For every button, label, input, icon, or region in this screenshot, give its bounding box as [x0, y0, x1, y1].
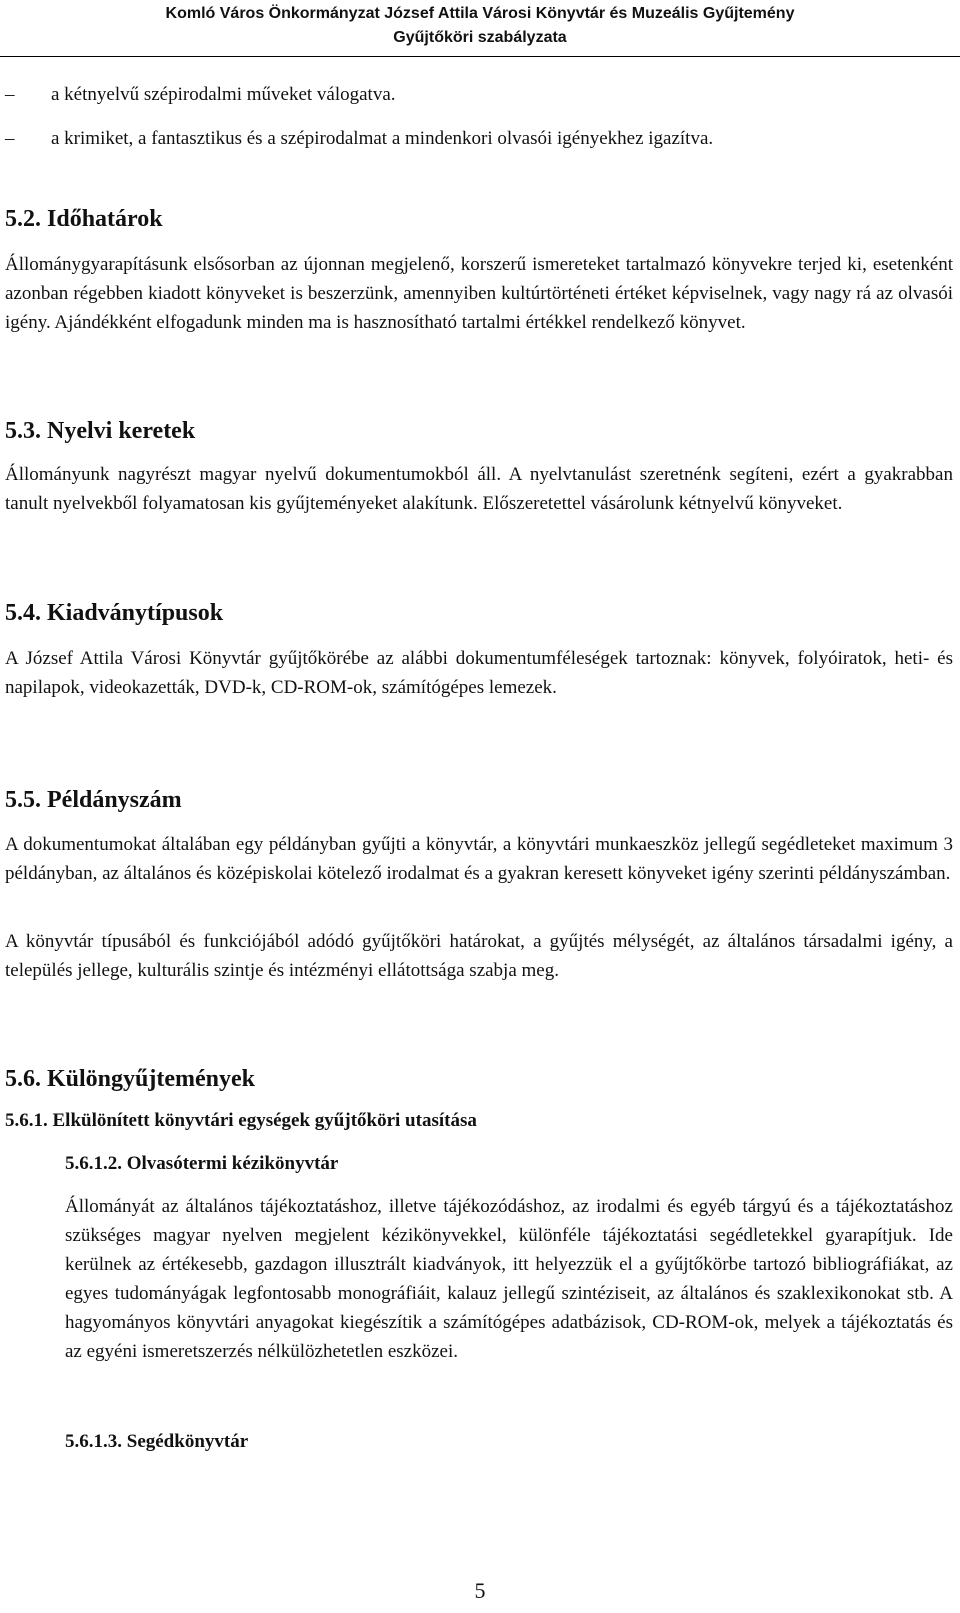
header-divider	[0, 56, 960, 57]
section-heading-5-6: 5.6. Különgyűjtemények	[5, 1066, 256, 1092]
page-header	[0, 0, 960, 50]
subsection-heading-5-6-1: 5.6.1. Elkülönített könyvtári egységek gyűjtőköri utasítása	[5, 1110, 477, 1131]
list-item-text: a krimiket, a fantasztikus és a szépirodalmat a mindenkori olvasói igényekhez igazítva.	[51, 128, 714, 149]
subsection-heading-5-6-1-2: 5.6.1.2. Olvasótermi kézikönyvtár	[65, 1153, 339, 1174]
section-heading-5-4: 5.4. Kiadványtípusok	[5, 600, 224, 626]
section-text-5-2: Állománygyarapításunk elsősorban az újonnan megjelenő, korszerű ismereteket tartalmazó könyvekre terjed ki, esetenként azonban régebben kiadott könyveket is beszerzünk, amennyiben kultúrtörténeti értéket képviselnek, vagy nagy rá az olvasói igény. Ajándékként elfogadunk minden ma is hasznosítható tartalmi értékkel rendelkező könyvet.	[5, 254, 953, 333]
section-text-5-5-b: A könyvtár típusából és funkciójából adódó gyűjtőköri határokat, a gyűjtés mélységét, az általános társadalmi igény, a település jellege, kulturális szintje és intézményi ellátottsága szabja meg.	[5, 931, 953, 981]
subsection-heading-5-6-1-3: 5.6.1.3. Segédkönyvtár	[65, 1431, 249, 1452]
list-marker: –	[5, 84, 15, 105]
section-text-5-5-a: A dokumentumokat általában egy példányban gyűjti a könyvtár, a könyvtári munkaeszköz jellegű segédleteket maximum 3 példányban, az általános és középiskolai kötelező irodalmat és a gyakran keresett könyveket igény szerinti példányszámban.	[5, 834, 953, 884]
page-number: 5	[474, 1578, 486, 1603]
header-institution: Komló Város Önkormányzat József Attila Városi Könyvtár és Muzeális Gyűjtemény	[165, 5, 795, 22]
list-item	[5, 128, 955, 150]
header-document-title: Gyűjtőköri szabályzata	[393, 29, 567, 46]
list-item	[5, 84, 955, 106]
section-heading-5-2: 5.2. Időhatárok	[5, 206, 163, 232]
section-text-5-4: A József Attila Városi Könyvtár gyűjtőkörébe az alábbi dokumentumféleségek tartoznak: könyvek, folyóiratok, heti- és napilapok, videokazetták, DVD-k, CD-ROM-ok, számítógépes lemezek.	[5, 648, 953, 698]
list-item-text: a kétnyelvű szépirodalmi műveket válogatva.	[51, 84, 396, 105]
section-heading-5-3: 5.3. Nyelvi keretek	[5, 418, 196, 444]
section-heading-5-5: 5.5. Példányszám	[5, 787, 182, 813]
section-text-5-3: Állományunk nagyrészt magyar nyelvű dokumentumokból áll. A nyelvtanulást szeretnénk segíteni, ezért a gyakrabban tanult nyelvekből folyamatosan kis gyűjteményeket alakítunk. Előszeretettel vásárolunk kétnyelvű könyveket.	[5, 464, 953, 514]
subsection-text-5-6-1-2: Állományát az általános tájékoztatáshoz, illetve tájékozódáshoz, az irodalmi és egyéb tárgyú és a tájékoztatáshoz szükséges magyar nyelven megjelent kézikönyvekkel, különféle tájékoztatási segédletekkel gyarapítjuk. Ide kerülnek az értékesebb, gazdagon illusztrált kiadványok, itt helyezzük el a gyűjtőkörbe tartozó bibliográfiákat, az egyes tudományágak legfontosabb monográfiáit, kalauz jellegű szintéziseit, az általános és szaklexikonokat stb. A hagyományos könyvtári anyagokat kiegészítik a számítógépes adatbázisok, CD-ROM-ok, melyek a tájékoztatás és az egyéni ismeretszerzés nélkülözhetetlen eszközei.	[65, 1196, 953, 1362]
list-marker: –	[5, 128, 15, 149]
